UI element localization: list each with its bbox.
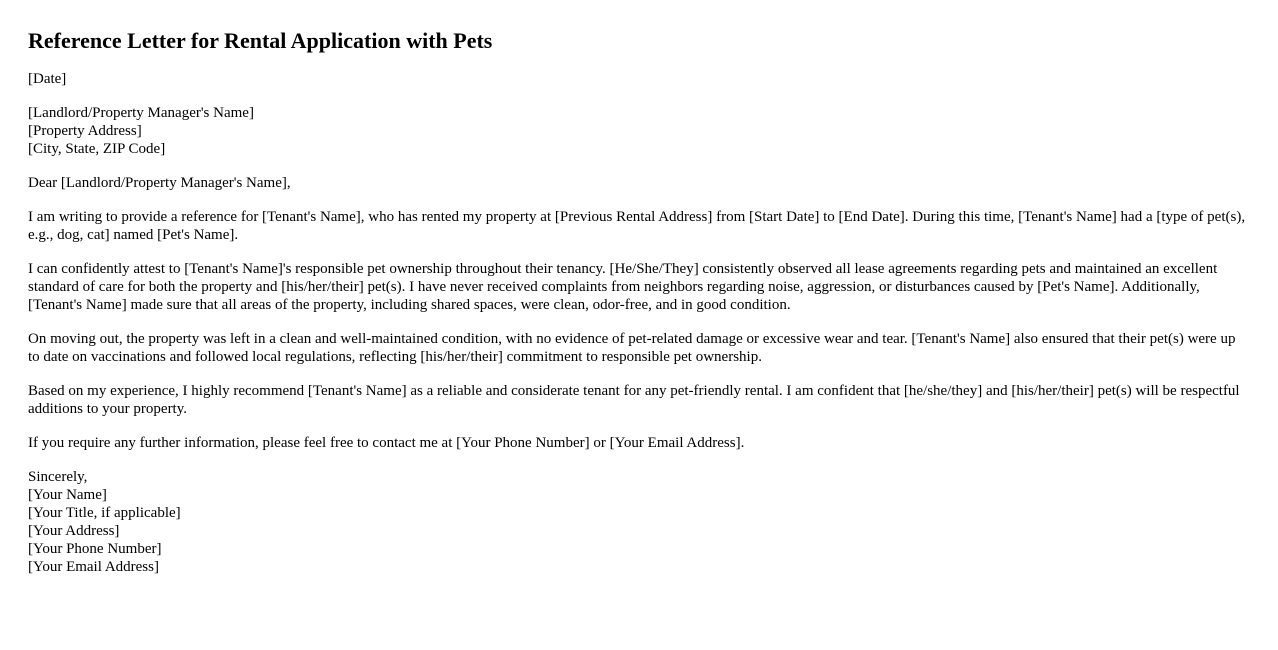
- recipient-address: [Property Address]: [28, 123, 142, 139]
- valediction: Sincerely,: [28, 469, 88, 485]
- salutation: Dear [Landlord/Property Manager's Name],: [28, 175, 291, 191]
- body-paragraph-3: On moving out, the property was left in a clean and well-maintained condition, with no evidence of pet-related damage or excessive wear and tear. [Tenant's Name] also ensured that their pet(s) were up to date on vaccinations and followed local regulations, reflecting [his/her/their] commitment to responsible pet ownership.: [28, 331, 1236, 365]
- recipient-block: [28, 104, 1250, 158]
- signer-email: [Your Email Address]: [28, 559, 159, 575]
- body-paragraph-4: Based on my experience, I highly recommend [Tenant's Name] as a reliable and considerate tenant for any pet-friendly rental. I am confident that [he/she/they] and [his/her/their] pet(s) will be respectful additions to your property.: [28, 383, 1240, 417]
- signer-phone: [Your Phone Number]: [28, 541, 162, 557]
- signer-address: [Your Address]: [28, 523, 120, 539]
- body-paragraph-2: I can confidently attest to [Tenant's Name]'s responsible pet ownership throughout their tenancy. [He/She/They] consistently observed all lease agreements regarding pets and maintained an excellent standard of care for both the property and [his/her/their] pet(s). I have never received complaints from neighbors regarding noise, aggression, or disturbances caused by [Pet's Name]. Additionally, [Tenant's Name] made sure that all areas of the property, including shared spaces, were clean, odor-free, and in good condition.: [28, 261, 1218, 313]
- signer-name: [Your Name]: [28, 487, 107, 503]
- letter-date: [Date]: [28, 71, 67, 87]
- letter-title: Reference Letter for Rental Application with Pets: [28, 28, 493, 53]
- signature-block: [28, 468, 1250, 576]
- body-paragraph-1: I am writing to provide a reference for [Tenant's Name], who has rented my property at [Previous Rental Address] from [Start Date] to [End Date]. During this time, [Tenant's Name] had a [type of pet(s), e.g., dog, cat] named [Pet's Name].: [28, 209, 1246, 243]
- recipient-name: [Landlord/Property Manager's Name]: [28, 105, 254, 121]
- signer-title: [Your Title, if applicable]: [28, 505, 181, 521]
- recipient-city: [City, State, ZIP Code]: [28, 141, 166, 157]
- body-paragraph-5: If you require any further information, please feel free to contact me at [Your Phone Number] or [Your Email Address].: [28, 435, 745, 451]
